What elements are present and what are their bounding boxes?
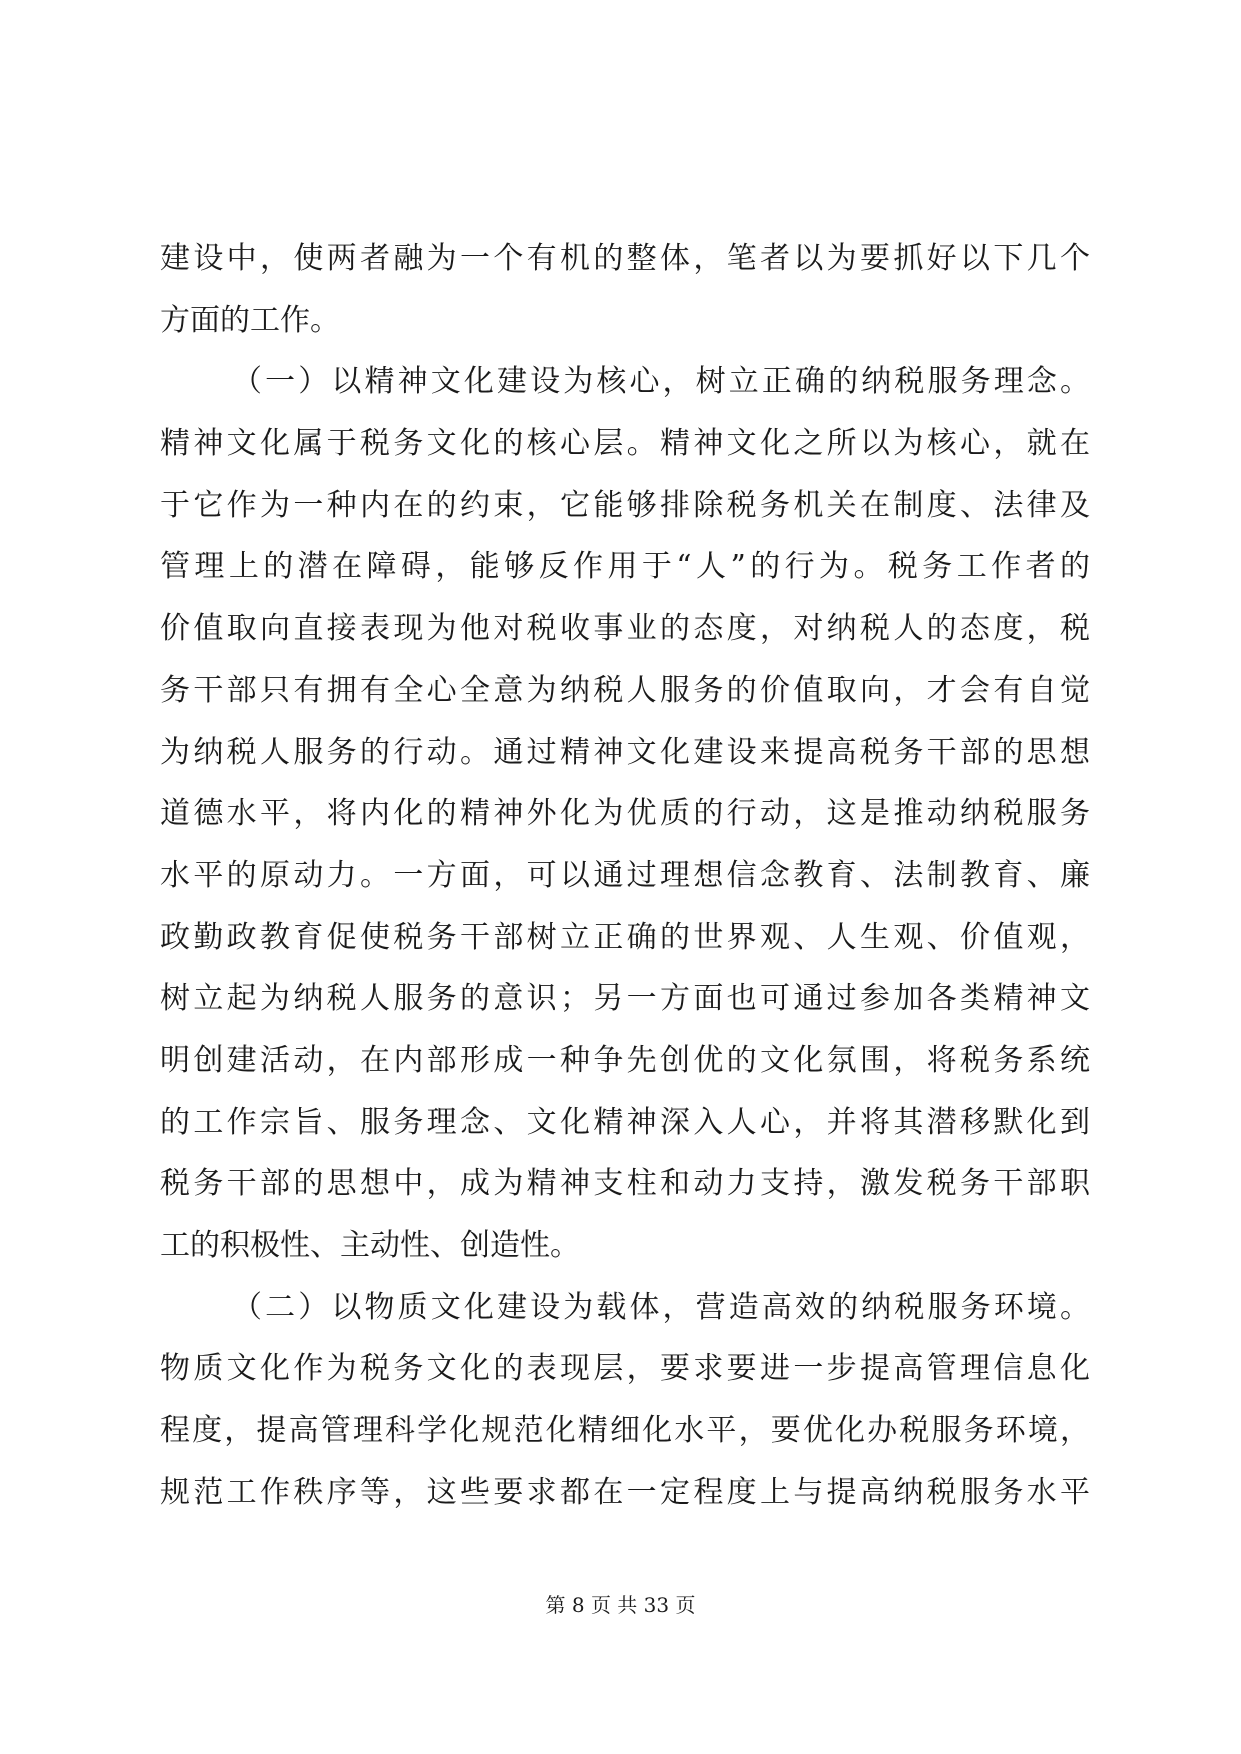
text-line: 务干部只有拥有全心全意为纳税人服务的价值取向，才会有自觉 (160, 672, 1090, 708)
text-line: 建设中，使两者融为一个有机的整体，笔者以为要抓好以下几个 (160, 241, 1090, 276)
text-line: 价值取向直接表现为他对税收事业的态度，对纳税人的态度，税 (160, 611, 1090, 647)
text-line: 于它作为一种内在的约束，它能够排除税务机关在制度、法律及 (160, 487, 1090, 523)
page-number-footer: 第 8 页 共 33 页 (545, 1593, 696, 1617)
text-line: 方面的工作。 (160, 302, 340, 338)
text-line: 道德水平，将内化的精神外化为优质的行动，这是推动纳税服务 (160, 796, 1090, 832)
text-line: 为纳税人服务的行动。通过精神文化建设来提高税务干部的思想 (160, 734, 1090, 770)
text-line: 程度，提高管理科学化规范化精细化水平，要优化办税服务环境， (160, 1413, 1090, 1449)
text-line: 明创建活动，在内部形成一种争先创优的文化氛围，将税务系统 (160, 1042, 1090, 1078)
section-heading-1: （一）以精神文化建设为核心，树立正确的纳税服务理念。 (232, 364, 1090, 400)
text-line: 物质文化作为税务文化的表现层，要求要进一步提高管理信息化 (160, 1351, 1090, 1387)
text-line: 精神文化属于税务文化的核心层。精神文化之所以为核心，就在 (160, 426, 1090, 462)
text-line: 的工作宗旨、服务理念、文化精神深入人心，并将其潜移默化到 (160, 1104, 1090, 1140)
body-text (160, 228, 1090, 1523)
text-line: 工的积极性、主动性、创造性。 (160, 1228, 580, 1263)
text-line: 规范工作秩序等，这些要求都在一定程度上与提高纳税服务水平 (160, 1474, 1090, 1510)
text-line: 树立起为纳税人服务的意识；另一方面也可通过参加各类精神文 (160, 981, 1090, 1017)
text-line: 税务干部的思想中，成为精神支柱和动力支持，激发税务干部职 (160, 1166, 1090, 1202)
text-line: 政勤政教育促使税务干部树立正确的世界观、人生观、价值观， (160, 919, 1090, 955)
text-line: 管理上的潜在障碍，能够反作用于“人”的行为。税务工作者的 (160, 549, 1090, 585)
text-line: 水平的原动力。一方面，可以通过理想信念教育、法制教育、廉 (160, 857, 1090, 893)
section-heading-2: （二）以物质文化建设为载体，营造高效的纳税服务环境。 (232, 1289, 1090, 1325)
